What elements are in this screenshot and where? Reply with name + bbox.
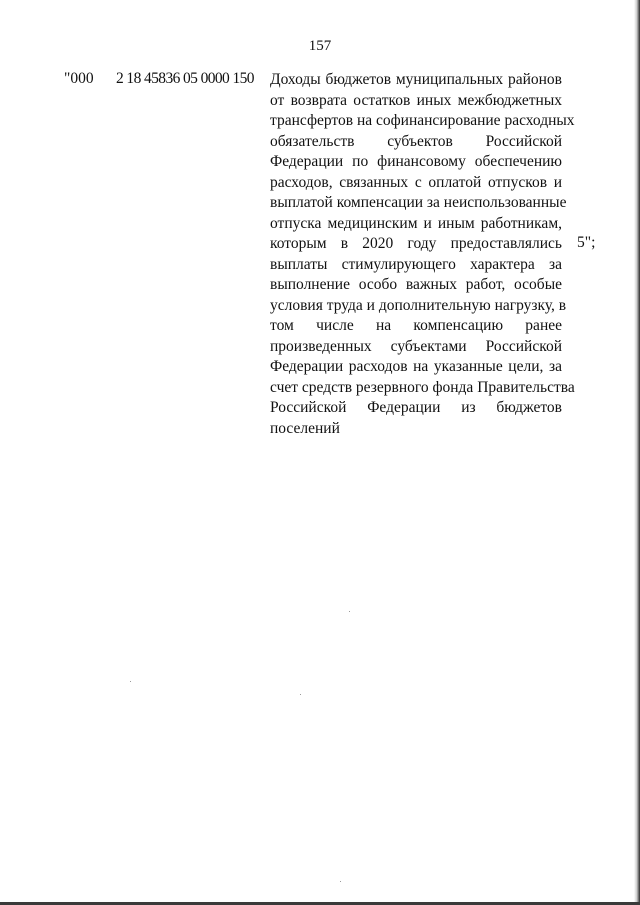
scan-speck <box>130 681 131 682</box>
description-line: условия труда и дополнительную нагрузку, в <box>270 296 567 314</box>
page-number: 157 <box>308 38 332 54</box>
description-line: от возврата остатков иных межбюджетных <box>270 91 562 109</box>
scan-speck <box>340 881 341 882</box>
description-line: выполнение особо важных работ, особые <box>270 276 562 293</box>
description-line: отпуска медицинским и иным работникам, <box>270 214 562 232</box>
scan-edge-shadow <box>634 0 640 905</box>
amount-value: 5"; <box>577 234 596 251</box>
description-line: обязательств субъектов Российской <box>270 132 562 150</box>
description-line: Российской Федерации из бюджетов <box>270 399 562 416</box>
description-line: расходов, связанных с оплатой отпусков и <box>270 173 562 191</box>
description-line: Федерации расходов на указанные цели, за <box>270 358 562 375</box>
budget-classification-code: 2 18 45836 05 0000 150 <box>116 70 254 87</box>
admin-code-cell: "000 <box>64 70 94 87</box>
description-line: выплатой компенсации за неиспользованные <box>270 194 567 211</box>
description-line: трансфертов на софинансирование расходных <box>270 112 575 129</box>
scan-speck <box>349 611 350 612</box>
description-line: Федерации по финансовому обеспечению <box>270 153 562 170</box>
description-line: которым в 2020 году предоставлялись <box>270 235 562 252</box>
description-line: счет средств резервного фонда Правительства <box>270 378 575 396</box>
description-line: поселений <box>270 419 340 437</box>
revenue-description <box>270 70 575 439</box>
description-line: произведенных субъектами Российской <box>270 337 562 355</box>
scan-speck <box>300 694 301 695</box>
description-line: Доходы бюджетов муниципальных районов <box>270 71 562 88</box>
description-line: выплаты стимулирующего характера за <box>270 255 562 273</box>
description-line: том числе на компенсацию ранее <box>270 317 562 334</box>
